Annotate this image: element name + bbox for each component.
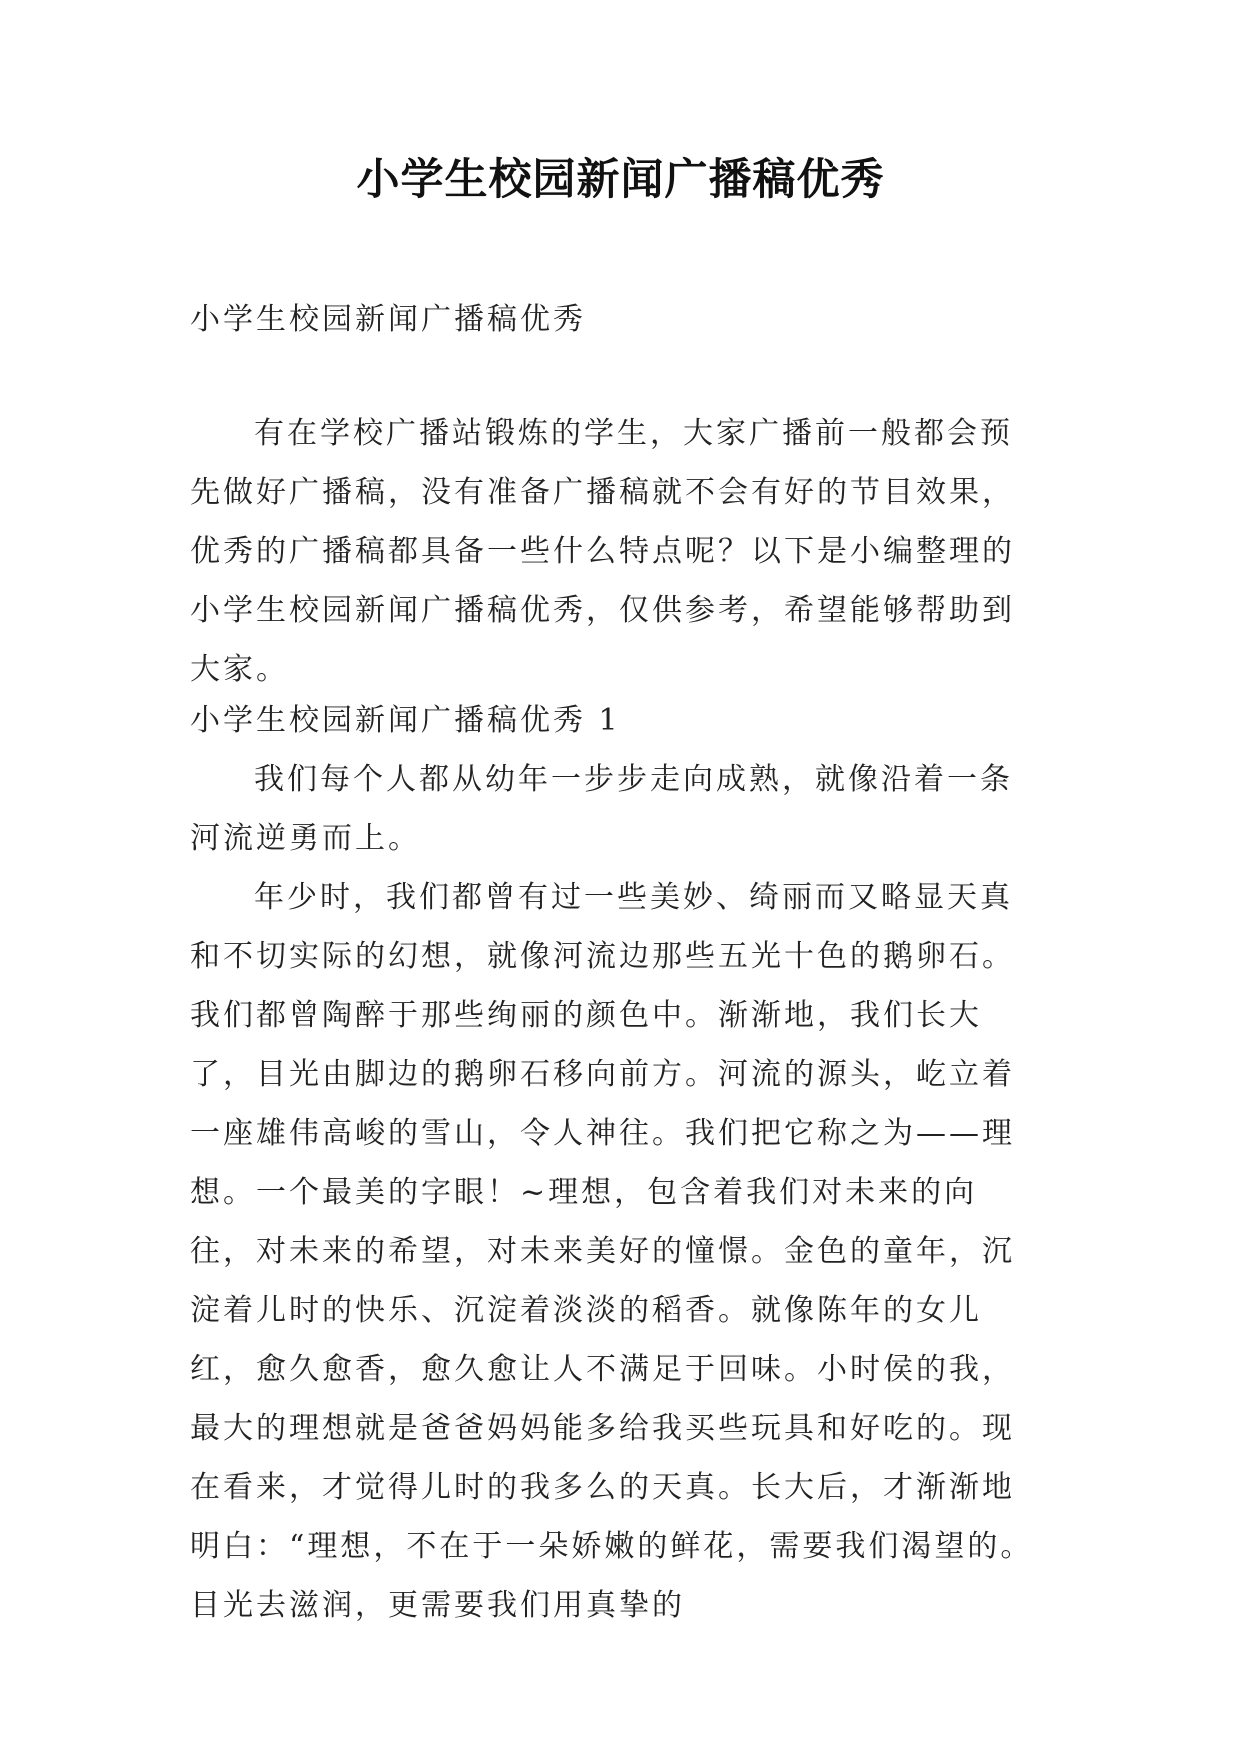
document-subtitle: 小学生校园新闻广播稿优秀	[190, 302, 586, 337]
intro-paragraph: 有在学校广播站锻炼的学生，大家广播前一般都会预先做好广播稿，没有准备广播稿就不会有好的节目效果，优秀的广播稿都具备一些什么特点呢？以下是小编整理的小学生校园新闻广播稿优秀，仅供参考，希望能够帮助到大家。	[190, 416, 1015, 687]
section-heading: 小学生校园新闻广播稿优秀 1	[190, 703, 621, 738]
document-title: 小学生校园新闻广播稿优秀	[356, 155, 885, 205]
body-paragraph: 年少时，我们都曾有过一些美妙、绮丽而又略显天真和不切实际的幻想，就像河流边那些五光十色的鹅卵石。我们都曾陶醉于那些绚丽的颜色中。渐渐地，我们长大了，目光由脚边的鹅卵石移向前方。河流的源头，屹立着一座雄伟高峻的雪山，令人神往。我们把它称之为——理想。一个最美的字眼！~理想，包含着我们对未来的向往，对未来的希望，对未来美好的憧憬。金色的童年，沉淀着儿时的快乐、沉淀着淡淡的稻香。就像陈年的女儿红，愈久愈香，愈久愈让人不满足于回味。小时侯的我，最大的理想就是爸爸妈妈能多给我买些玩具和好吃的。现在看来，才觉得儿时的我多么的天真。长大后，才渐渐地明白：“理想，不在于一朵娇嫩的鲜花，需要我们渴望的。目光去滋润，更需要我们用真挚的	[190, 880, 1034, 1623]
body-paragraph: 我们每个人都从幼年一步步走向成熟，就像沿着一条河流逆勇而上。	[190, 762, 1013, 856]
